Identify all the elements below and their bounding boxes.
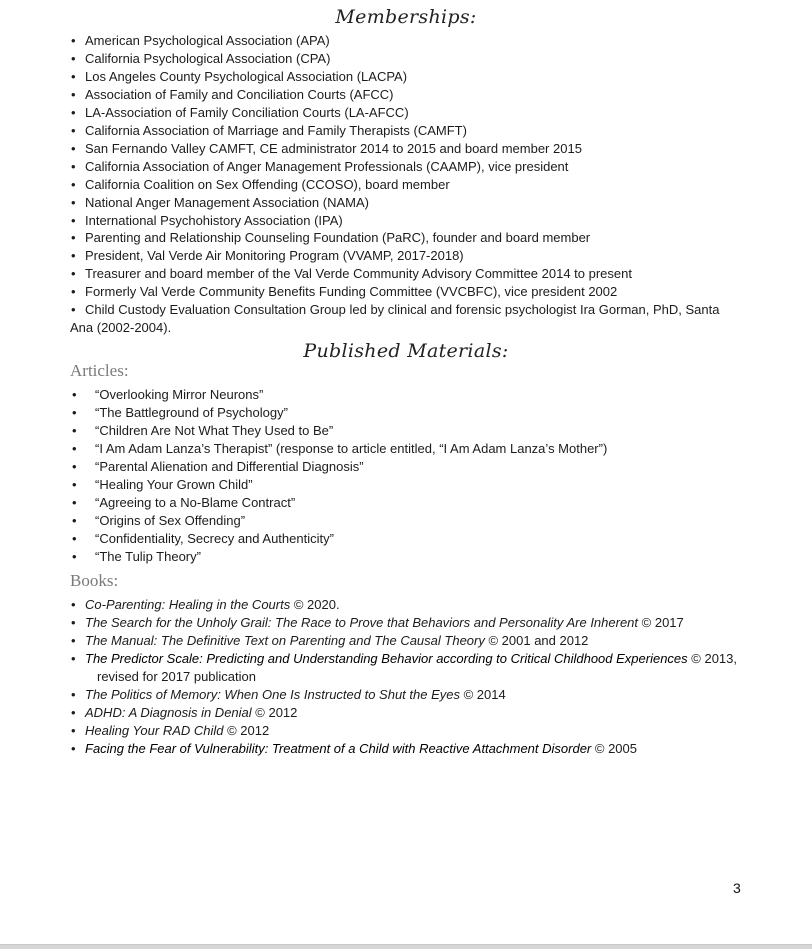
list-item: • California Coalition on Sex Offending (CCOSO), board member [71, 176, 450, 192]
list-item: • Formerly Val Verde Community Benefits Funding Committee (VVCBFC), vice president 2002 [71, 284, 618, 300]
list-item: • Treasurer and board member of the Val Verde Community Advisory Committee 2014 to present [71, 266, 632, 282]
list-item: • Los Angeles County Psychological Association (LACPA) [71, 68, 408, 84]
bullet-icon: • [72, 512, 77, 528]
list-item: • ADHD: A Diagnosis in Denial © 2012 [71, 704, 298, 720]
bullet-icon: • [72, 404, 77, 420]
list-item: • The Manual: The Definitive Text on Parenting and The Causal Theory © 2001 and 2012 [71, 632, 589, 648]
books-list [70, 596, 760, 758]
list-item: • The Predictor Scale: Predicting and Understanding Behavior according to Critical Childhood Experiences © 2013, revised for 2017 publication [71, 650, 738, 684]
bullet-icon: • [71, 104, 76, 120]
list-item: • “Parental Alienation and Differential Diagnosis” [72, 458, 364, 474]
bullet-icon: • [71, 722, 76, 738]
list-item: • “Children Are Not What They Used to Be” [72, 422, 334, 438]
list-item: • The Search for the Unholy Grail: The Race to Prove that Behaviors and Personality Are Inherent © 2017 [71, 614, 684, 630]
list-item: • The Politics of Memory: When One Is Instructed to Shut the Eyes © 2014 [71, 686, 506, 702]
list-item: • California Association of Marriage and Family Therapists (CAMFT) [71, 122, 467, 138]
list-item: • “I Am Adam Lanza’s Therapist” (response to article entitled, “I Am Adam Lanza’s Mother”) [72, 440, 608, 456]
list-item: • Healing Your RAD Child © 2012 [71, 722, 270, 738]
bullet-icon: • [72, 494, 77, 510]
articles-list [70, 386, 750, 566]
bullet-icon: • [72, 458, 77, 474]
bullet-icon: • [72, 530, 77, 546]
list-item: • California Psychological Association (CPA) [71, 50, 331, 66]
published-materials-heading: Published Materials: [303, 340, 509, 362]
list-item: • “Origins of Sex Offending” [72, 512, 246, 528]
bullet-icon: • [71, 33, 76, 48]
memberships-heading: Memberships: [335, 6, 477, 28]
bullet-icon: • [71, 194, 76, 210]
books-heading: Books: [70, 571, 119, 590]
list-item: • Co-Parenting: Healing in the Courts © 2020. [71, 597, 340, 612]
list-item: • Facing the Fear of Vulnerability: Treatment of a Child with Reactive Attachment Disorder © 2005 [71, 740, 637, 756]
bullet-icon: • [72, 440, 77, 456]
bullet-icon: • [72, 387, 77, 402]
bullet-icon: • [71, 122, 76, 138]
list-item: • Child Custody Evaluation Consultation Group led by clinical and forensic psychologist Ira Gorman, PhD, Santa Ana (2002-2004). [70, 302, 720, 336]
bullet-icon: • [71, 68, 76, 84]
list-item: • San Fernando Valley CAMFT, CE administrator 2014 to 2015 and board member 2015 [71, 140, 582, 156]
bullet-icon: • [72, 548, 77, 564]
bullet-icon: • [71, 86, 76, 102]
list-item: • American Psychological Association (APA) [71, 33, 330, 48]
list-item: • LA-Association of Family Conciliation Courts (LA-AFCC) [71, 104, 409, 120]
list-item: • International Psychohistory Association (IPA) [71, 212, 343, 228]
list-item: • “The Battleground of Psychology” [72, 404, 288, 420]
list-item: • Parenting and Relationship Counseling Foundation (PaRC), founder and board member [71, 230, 591, 246]
bullet-icon: • [72, 476, 77, 492]
bullet-icon: • [71, 50, 76, 66]
bullet-icon: • [71, 614, 76, 630]
bullet-icon: • [71, 740, 76, 756]
list-item: • “The Tulip Theory” [72, 548, 201, 564]
bullet-icon: • [71, 284, 76, 300]
list-item: • President, Val Verde Air Monitoring Program (VVAMP, 2017-2018) [71, 248, 464, 264]
list-item: • “Healing Your Grown Child” [72, 476, 253, 492]
list-item: • “Confidentiality, Secrecy and Authenticity” [72, 530, 334, 546]
bullet-icon: • [71, 597, 76, 612]
bullet-icon: • [71, 248, 76, 264]
page-number: 3 [733, 880, 741, 896]
bullet-icon: • [71, 704, 76, 720]
bullet-icon: • [71, 212, 76, 228]
articles-heading: Articles: [70, 361, 129, 380]
list-item: • California Association of Anger Management Professionals (CAAMP), vice president [71, 158, 569, 174]
bullet-icon: • [72, 422, 77, 438]
bullet-icon: • [71, 632, 76, 648]
list-item: • “Overlooking Mirror Neurons” [72, 387, 264, 402]
bullet-icon: • [71, 140, 76, 156]
bullet-icon: • [71, 302, 76, 318]
bullet-icon: • [71, 266, 76, 282]
memberships-list [70, 32, 750, 337]
list-item: • National Anger Management Association (NAMA) [71, 194, 369, 210]
bullet-icon: • [71, 176, 76, 192]
list-item: • Association of Family and Conciliation Courts (AFCC) [71, 86, 394, 102]
bullet-icon: • [71, 650, 76, 666]
page-bottom-edge [0, 944, 812, 949]
bullet-icon: • [71, 686, 76, 702]
bullet-icon: • [71, 158, 76, 174]
list-item: • “Agreeing to a No-Blame Contract” [72, 494, 296, 510]
bullet-icon: • [71, 230, 76, 246]
